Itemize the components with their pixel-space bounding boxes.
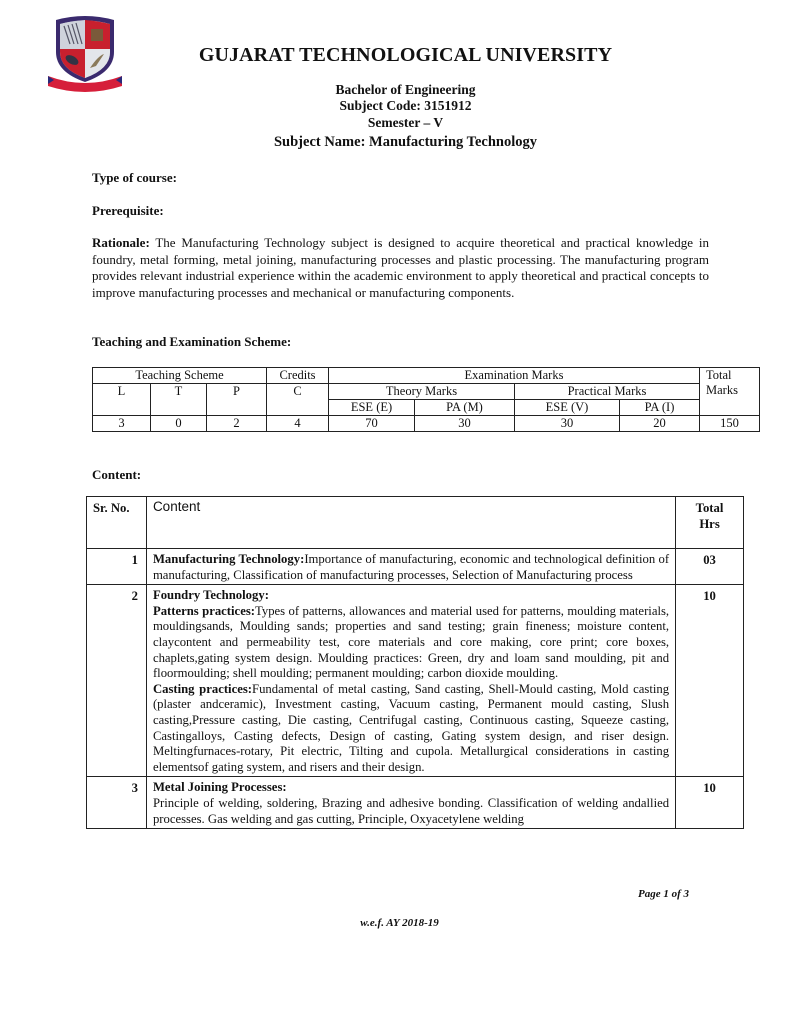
th-total-hrs [676, 497, 744, 549]
th-exam-marks: Examination Marks [329, 368, 700, 384]
content-header-row [87, 497, 744, 549]
row-title: Metal Joining Processes: [152, 780, 287, 795]
rationale-paragraph [92, 235, 709, 301]
th-sr-no: Sr. No. [87, 497, 147, 549]
teaching-scheme-label: Teaching and Examination Scheme: [92, 334, 292, 349]
th-pa-i: PA (I) [620, 400, 700, 416]
subject-name: Subject Name: Manufacturing Technology [273, 134, 538, 150]
row-text: Principle of welding, soldering, Brazing and adhesive bonding. Classification of welding andallied processes. Gas welding and gas cutting, Principle, Oxyacetylene welding [152, 795, 670, 826]
subsection-title: Patterns practices: [152, 603, 255, 618]
th-marks: Marks [706, 383, 738, 397]
row-text: Importance of manufacturing, economic and technological definition of manufacturing, Classification of manufacturing processes, Selection of Manufacturing process [152, 552, 670, 582]
val-ese-e: 70 [329, 416, 415, 432]
th-credits: Credits [267, 368, 329, 384]
val-p: 2 [207, 416, 267, 432]
table-row [87, 585, 744, 777]
th-total-marks [700, 368, 760, 416]
th-total: Total [706, 368, 732, 382]
table-row [87, 549, 744, 585]
th-hrs: Hrs [699, 517, 720, 531]
row-sr: 3 [87, 777, 147, 829]
prerequisite-label: Prerequisite: [92, 203, 164, 218]
val-t: 0 [151, 416, 207, 432]
th-c: C [267, 384, 329, 416]
row-title: Manufacturing Technology: [152, 552, 305, 566]
th-pa-m: PA (M) [415, 400, 515, 416]
val-pa-i: 20 [620, 416, 700, 432]
val-ese-v: 30 [515, 416, 620, 432]
content-table [86, 496, 744, 829]
rationale-text: The Manufacturing Technology subject is designed to acquire theoretical and practical knowledge in foundry, metal forming, metal joining, manufacturing processes and plastic processing. The manufacturing program provides relevant industrial experience within the academic environment to apply theoretical and practical concepts to improve manufacturing processes and mechanical or manufacturing components. [92, 235, 709, 300]
row-subsection [153, 682, 669, 776]
th-content: Content [146, 497, 675, 549]
row-content [146, 585, 675, 777]
val-c: 4 [267, 416, 329, 432]
th-p: P [207, 384, 267, 416]
th-practical-marks: Practical Marks [515, 384, 700, 400]
row-content [146, 549, 675, 585]
th-total: Total [695, 501, 724, 515]
wef-footer: w.e.f. AY 2018-19 [360, 917, 439, 929]
subject-code: Subject Code: 3151912 [339, 98, 472, 113]
subsection-text: Types of patterns, allowances and material used for patterns, moulding materials, mouldingsands, Moulding sands; properties and sand testing; grain fineness; moisture content, claycontent and permeability test, core materials and core making, core print; core boxes, chaplets,gating system design. Moulding practices: Green, dry and loam sand moulding, pit and floormoulding; shell moulding; permanent moulding; carbon dioxide moulding. [152, 603, 670, 681]
subsection-title: Casting practices: [152, 681, 253, 696]
row-hrs: 03 [676, 549, 744, 585]
row-hrs: 10 [676, 777, 744, 829]
university-title: GUJARAT TECHNOLOGICAL UNIVERSITY [198, 44, 613, 66]
th-ese-e: ESE (E) [329, 400, 415, 416]
subsection-text: Fundamental of metal casting, Sand casting, Shell-Mould casting, Mold casting (plaster andceramic), Investment casting, Vacuum casting, Permanent mould casting, Slush casting,Pressure casting, Die casting, Centrifugal casting, Continuous casting, Squeeze casting, Castingalloys, Casting defects, Design of casting, Gating system design, and riser design. Meltingfurnaces-rotary, Pit electric, Tilting and cupola. Metallurgical considerations in casting elementsof gating system, and risers and their design. [152, 681, 670, 774]
val-total: 150 [700, 416, 760, 432]
th-teaching-scheme: Teaching Scheme [93, 368, 267, 384]
row-title: Foundry Technology: [152, 588, 269, 603]
teaching-exam-scheme-table [92, 367, 760, 432]
degree: Bachelor of Engineering [335, 82, 476, 97]
row-sr: 1 [87, 549, 147, 585]
th-ese-v: ESE (V) [515, 400, 620, 416]
page-number: Page 1 of 3 [638, 888, 690, 900]
semester: Semester – V [367, 115, 444, 130]
val-l: 3 [93, 416, 151, 432]
th-l: L [93, 384, 151, 416]
content-label: Content: [92, 467, 142, 482]
row-sr: 2 [87, 585, 147, 777]
val-pa-m: 30 [415, 416, 515, 432]
th-t: T [151, 384, 207, 416]
th-theory-marks: Theory Marks [329, 384, 515, 400]
row-content [146, 777, 675, 829]
row-subsection [153, 604, 669, 682]
row-hrs: 10 [676, 585, 744, 777]
table-row [87, 777, 744, 829]
rationale-label: Rationale: [92, 235, 150, 250]
type-of-course-label: Type of course: [92, 170, 177, 185]
